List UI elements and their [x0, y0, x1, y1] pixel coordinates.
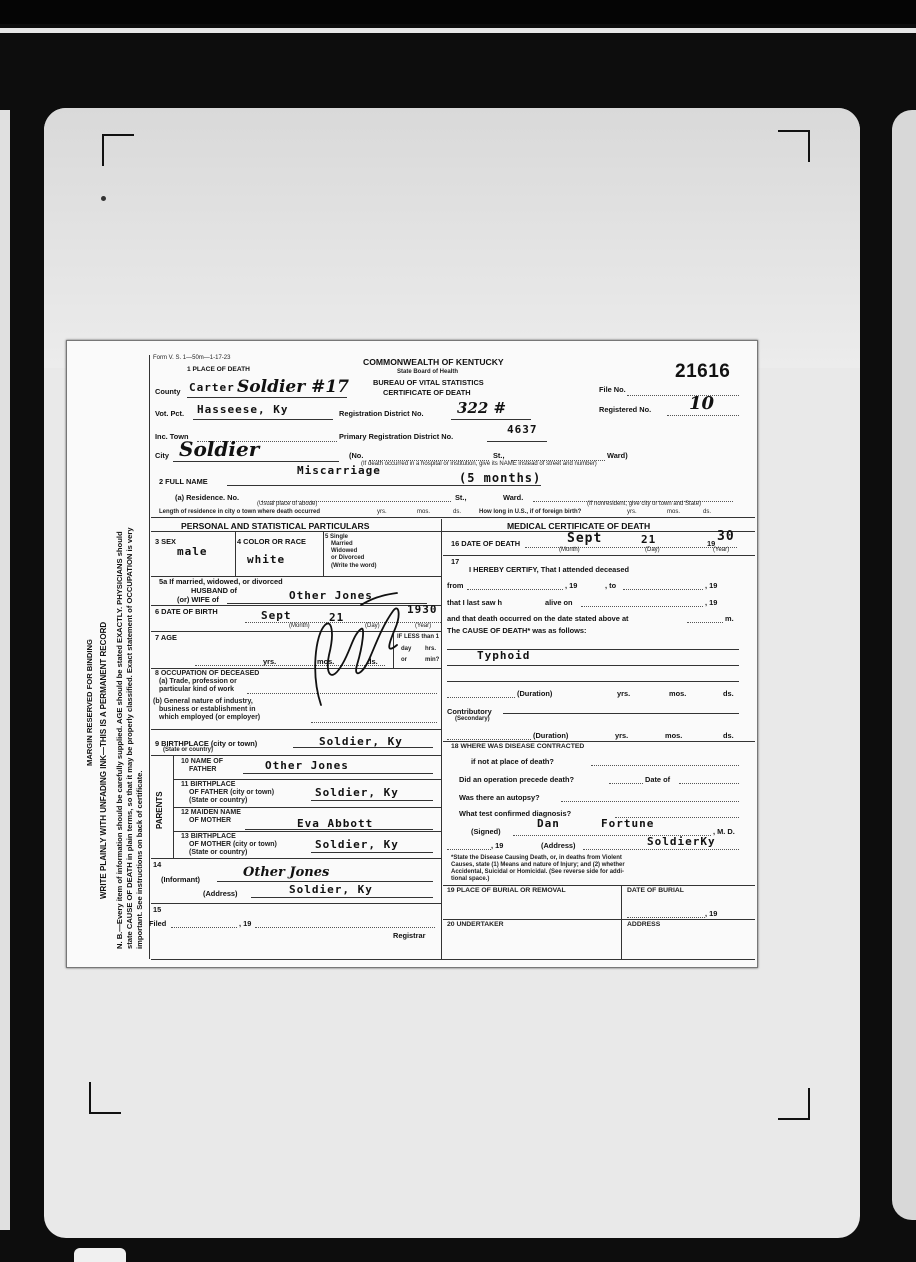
hospital-note: (If death occurred in a hospital or institution, give its NAME instead of street and number) — [361, 461, 597, 467]
father-bp-value: Soldier, Ky — [315, 786, 399, 799]
cause-label: The CAUSE OF DEATH* was as follows: — [447, 626, 587, 635]
where-contracted-label: 18 WHERE WAS DISEASE CONTRACTED — [451, 743, 585, 750]
certify-text: I HEREBY CERTIFY, That I attended deceased — [469, 565, 630, 574]
row-line-11 — [151, 903, 441, 904]
signed-19: , 19 — [491, 841, 504, 850]
husband-value: Other Jones — [289, 589, 373, 602]
father-bp-label-2: OF FATHER (city or town) — [189, 789, 275, 796]
dust-speck — [101, 196, 106, 201]
contributory-line — [503, 713, 739, 714]
city-label: City — [155, 451, 169, 460]
burial-divider — [621, 886, 622, 959]
binding-margin — [73, 351, 153, 961]
dob-sub-month: (Month) — [289, 623, 310, 629]
date-burial-label: DATE OF BURIAL — [627, 887, 684, 894]
date-of-line — [679, 783, 739, 784]
md-label: , M. D. — [713, 827, 735, 836]
registrar-signature — [301, 585, 411, 715]
cause-value: Typhoid — [477, 649, 531, 662]
father-line — [243, 773, 433, 774]
margin-note-binding: MARGIN RESERVED FOR BINDING — [85, 639, 94, 766]
autopsy-line — [561, 801, 739, 802]
birthplace-label: 9 BIRTHPLACE (city or town) — [155, 739, 258, 748]
mother-value: Eva Abbott — [297, 817, 374, 830]
item-17: 17 — [451, 557, 460, 566]
age-label: 7 AGE — [155, 633, 177, 642]
mother-bp-value: Soldier, Ky — [315, 838, 399, 851]
if-less-1: IF LESS than 1 — [397, 634, 440, 640]
if-less-min: min? — [425, 657, 440, 663]
informant-address-value: Soldier, Ky — [289, 883, 373, 896]
margin-note-1: N. B.—Every item of information should be carefully supplied. AGE should be stated EXACTLY. PHYSICIANS should — [115, 531, 124, 949]
color-value: white — [247, 553, 286, 566]
from-19: , 19 — [565, 581, 578, 590]
margin-note-2: state CAUSE OF DEATH in plain terms, so that it may be properly classified. Exact statement of OCCUPATION is very — [125, 527, 134, 949]
not-at-place-label: if not at place of death? — [471, 757, 554, 766]
crop-mark-bottom-left — [89, 1082, 121, 1114]
primary-district-label: Primary Registration District No. — [339, 432, 454, 441]
certificate-title: CERTIFICATE OF DEATH — [383, 388, 471, 397]
how-long-yrs: yrs. — [627, 509, 637, 515]
row-line-8 — [173, 807, 441, 808]
race-divider — [323, 532, 324, 576]
full-name-line — [227, 485, 541, 486]
registered-no-value: 10 — [689, 393, 715, 414]
age-ds: ds. — [367, 657, 378, 666]
duration-ds: ds. — [723, 689, 734, 698]
item-15: 15 — [153, 905, 162, 914]
birthplace-sub: (State or country) — [163, 747, 214, 753]
residence-ward: Ward. — [503, 493, 524, 502]
duration2-yrs: yrs. — [615, 731, 629, 740]
parents-label: PARENTS — [155, 791, 164, 829]
how-long-label: How long in U.S., if of foreign birth? — [479, 509, 582, 515]
color-label: 4 COLOR OR RACE — [237, 537, 306, 546]
dod-year-prefix: 19 — [707, 539, 716, 548]
sex-label: 3 SEX — [155, 537, 176, 546]
informant-address-line — [251, 897, 433, 898]
adjacent-frame-right — [892, 110, 916, 1220]
vot-pct-label: Vot. Pct. — [155, 409, 185, 418]
dob-sub-year: (Year) — [415, 623, 432, 629]
commonwealth-title: COMMONWEALTH OF KENTUCKY — [363, 357, 504, 367]
husband-label-2: HUSBAND of — [191, 586, 237, 595]
birthplace-value: Soldier, Ky — [319, 735, 403, 748]
undertaker-label: 20 UNDERTAKER — [447, 921, 504, 928]
mother-label-1: 12 MAIDEN NAME — [181, 809, 241, 816]
father-bp-label-1: 11 BIRTHPLACE — [181, 781, 236, 788]
alive-19: , 19 — [705, 598, 718, 607]
duration-label: (Duration) — [517, 689, 553, 698]
full-name-label: 2 FULL NAME — [159, 477, 208, 486]
dod-sub-day: (Day) — [645, 547, 660, 553]
death-occurred-label: and that death occurred on the date stated above at — [447, 614, 629, 623]
medical-section-title: MEDICAL CERTIFICATE OF DEATH — [507, 521, 651, 531]
marital-widowed: Widowed — [331, 548, 358, 554]
bottom-rule — [151, 959, 755, 960]
form-number: Form V. S. 1—50m—1-17-23 — [153, 355, 231, 361]
signed-label: (Signed) — [471, 827, 501, 836]
city-value: Soldier — [179, 437, 260, 461]
scanner-top-band — [0, 0, 916, 24]
section-divider — [151, 517, 755, 518]
marital-single: 5 Single — [325, 534, 349, 540]
occupation-label-6: which employed (or employer) — [159, 714, 261, 721]
reg-district-line — [451, 419, 531, 420]
dob-label: 6 DATE OF BIRTH — [155, 607, 218, 616]
occupation-label-5: business or establishment in — [159, 706, 256, 713]
length-yrs: yrs. — [377, 509, 387, 515]
duration2-mos: mos. — [665, 731, 683, 740]
filed-line — [171, 927, 237, 928]
primary-district-line — [487, 441, 547, 442]
date-of-label: Date of — [645, 775, 671, 784]
county-label: County — [155, 387, 181, 396]
row-line-10 — [151, 858, 441, 859]
medical-address-value: SoldierKy — [647, 835, 716, 848]
marital-write: (Write the word) — [331, 563, 377, 569]
father-label-2: FATHER — [189, 766, 217, 773]
signed-last: Fortune — [601, 817, 655, 830]
duration2-ds: ds. — [723, 731, 734, 740]
operation-line — [609, 783, 643, 784]
county-value: Carter — [189, 381, 235, 394]
burial-label: 19 PLACE OF BURIAL OR REMOVAL — [447, 887, 566, 894]
ward-label: Ward) — [607, 451, 628, 460]
file-no-label: File No. — [599, 385, 626, 394]
primary-district-value: 4637 — [507, 423, 538, 436]
duration-lead-line — [447, 697, 515, 698]
age-yrs: yrs. — [263, 657, 277, 666]
nonresident-note: (If nonresident, give city or town and State) — [587, 501, 702, 507]
length-residence-label: Length of residence in city o town where death occurred — [159, 509, 321, 515]
cause-line-2 — [447, 665, 739, 666]
marital-married: Married — [331, 541, 353, 547]
informant-address-label: (Address) — [203, 889, 238, 898]
dod-sub-month: (Month) — [559, 547, 580, 553]
vot-pct-line — [193, 419, 333, 420]
father-bp-label-3: (State or country) — [189, 797, 248, 804]
residence-label: (a) Residence. No. — [175, 493, 240, 502]
burial-19: , 19 — [705, 909, 718, 918]
how-long-mos: mos. — [667, 509, 681, 515]
margin-note-3: important. See instructions on back of certificate. — [135, 770, 144, 949]
section-header-line — [151, 531, 755, 532]
footnote-1: *State the Disease Causing Death, or, in deaths from Violent — [451, 855, 622, 861]
adjacent-frame-left — [0, 110, 10, 1230]
bottom-tab — [74, 1248, 126, 1262]
informant-line — [217, 881, 433, 882]
cause-line-3 — [447, 681, 739, 682]
dod-label: 16 DATE OF DEATH — [451, 539, 521, 548]
alive-on-line — [581, 606, 703, 607]
father-label-1: 10 NAME OF — [181, 758, 224, 765]
row-line-5 — [151, 729, 441, 730]
mother-line — [245, 829, 433, 830]
dod-month: Sept — [567, 531, 603, 546]
informant-label: (Informant) — [161, 875, 200, 884]
m-label: m. — [725, 614, 734, 623]
mother-label-2: OF MOTHER — [189, 817, 231, 824]
duration2-lead-line — [447, 739, 531, 740]
left-rule — [149, 355, 150, 959]
registered-no-line — [667, 415, 739, 416]
signed-first: Dan — [537, 817, 560, 830]
reg-district-value: 322 # — [457, 399, 507, 417]
dod-day: 21 — [641, 533, 657, 546]
county-extra: Soldier #17 — [237, 377, 350, 397]
frame-shading — [44, 108, 860, 368]
st-label: St., — [493, 451, 505, 460]
birthplace-line — [293, 747, 433, 748]
alive-on-label: alive on — [545, 598, 573, 607]
residence-st: St., — [455, 493, 467, 502]
mother-bp-line — [311, 852, 433, 853]
inc-town-label: Inc. Town — [155, 432, 189, 441]
informant-value: Other Jones — [243, 865, 330, 880]
occupation-label-3: particular kind of work — [159, 686, 235, 693]
row-line-6 — [151, 755, 441, 756]
mother-bp-label-2: OF MOTHER (city or town) — [189, 841, 277, 848]
marital-divorced: or Divorced — [331, 555, 365, 561]
file-no-line — [627, 395, 739, 396]
from-label: from — [447, 581, 464, 590]
reg-district-label: Registration District No. — [339, 409, 424, 418]
row-line-7 — [173, 779, 441, 780]
death-certificate — [66, 340, 758, 968]
dod-line — [525, 547, 737, 548]
personal-section-title: PERSONAL AND STATISTICAL PARTICULARS — [181, 521, 370, 531]
vot-pct-value: Hasseese, Ky — [197, 403, 289, 416]
dob-day: 21 — [329, 611, 345, 624]
how-long-ds: ds. — [703, 509, 712, 515]
registrar-line — [255, 927, 435, 928]
bureau-title: BUREAU OF VITAL STATISTICS — [373, 378, 484, 387]
crop-mark-top-left — [102, 134, 134, 166]
registrar-label: Registrar — [393, 931, 426, 940]
medical-row-line-2 — [443, 741, 755, 742]
husband-label-1: 5a If married, widowed, or divorced — [159, 577, 283, 586]
dob-year: 1930 — [407, 603, 438, 616]
date-burial-line — [627, 917, 705, 918]
contributory-label: Contributory — [447, 707, 492, 716]
sex-value: male — [177, 545, 208, 558]
duration-yrs: yrs. — [617, 689, 631, 698]
father-bp-line — [311, 800, 433, 801]
medical-row-line-1 — [443, 555, 755, 556]
length-mos: mos. — [417, 509, 431, 515]
medical-address-line — [583, 849, 739, 850]
full-name-age-note: (5 months) — [459, 471, 542, 485]
dob-month: Sept — [261, 609, 292, 622]
medical-address-label: (Address) — [541, 841, 576, 850]
to-label: , to — [605, 581, 617, 590]
state-board: State Board of Health — [397, 369, 459, 375]
duration-mos: mos. — [669, 689, 687, 698]
sex-divider — [235, 532, 236, 576]
husband-label-3: (or) WIFE of — [177, 595, 219, 604]
mother-bp-label-1: 13 BIRTHPLACE — [181, 833, 236, 840]
occupation-label-4: (b) General nature of industry, — [153, 698, 253, 705]
usual-place-note: (Usual place of abode) — [257, 501, 318, 507]
footnote-2: Causes, state (1) Means and nature of Injury; and (2) whether — [451, 862, 625, 868]
no-label: (No. — [349, 451, 364, 460]
margin-note-write-plainly: WRITE PLAINLY WITH UNFADING INK—THIS IS A PERMANENT RECORD — [99, 621, 108, 899]
duration2-label: (Duration) — [533, 731, 569, 740]
filed-19: , 19 — [239, 919, 252, 928]
test-label: What test confirmed diagnosis? — [459, 809, 572, 818]
footnote-3: Accidental, Suicidal or Homicidal. (See reverse side for addi- — [451, 869, 625, 875]
full-name-value: Miscarriage — [297, 464, 381, 477]
to-line — [623, 589, 703, 590]
medical-row-line-4 — [443, 919, 755, 920]
age-mos: mos. — [317, 657, 335, 666]
city-line — [173, 461, 339, 462]
crop-mark-bottom-right — [778, 1088, 810, 1120]
not-at-place-line — [591, 765, 739, 766]
footnote-4: tional space.) — [451, 876, 490, 882]
medical-row-line-3 — [443, 885, 755, 886]
dob-sub-day: (Day) — [365, 623, 380, 629]
death-time-line — [687, 622, 723, 623]
if-less-hrs: hrs. — [425, 646, 437, 652]
length-ds: ds. — [453, 509, 462, 515]
undertaker-address-label: ADDRESS — [627, 921, 661, 928]
dod-year: 30 — [717, 529, 735, 544]
father-value: Other Jones — [265, 759, 349, 772]
county-line — [187, 397, 347, 398]
occupation-label-1: 8 OCCUPATION OF DECEASED — [155, 670, 260, 677]
crop-mark-top-right — [778, 130, 810, 162]
occupation-line-b — [311, 722, 437, 723]
mother-bp-label-3: (State or country) — [189, 849, 248, 856]
row-line-9 — [173, 831, 441, 832]
filed-label: Filed — [149, 919, 167, 928]
item-14: 14 — [153, 860, 162, 869]
autopsy-label: Was there an autopsy? — [459, 793, 540, 802]
place-of-death-label: 1 PLACE OF DEATH — [187, 366, 250, 373]
last-saw-label: that I last saw h — [447, 598, 503, 607]
to-19: , 19 — [705, 581, 718, 590]
center-divider — [441, 519, 442, 959]
operation-label: Did an operation precede death? — [459, 775, 574, 784]
registered-no-label: Registered No. — [599, 405, 652, 414]
scanner-top-line — [0, 28, 916, 33]
signed-date-line — [447, 849, 491, 850]
if-less-2: day — [401, 646, 412, 652]
dod-sub-year: (Year) — [713, 547, 730, 553]
occupation-label-2: (a) Trade, profession or — [159, 678, 237, 685]
if-less-3: or — [401, 657, 407, 663]
certificate-number: 21616 — [675, 361, 731, 382]
secondary-label: (Secondary) — [455, 716, 490, 722]
from-line — [467, 589, 563, 590]
